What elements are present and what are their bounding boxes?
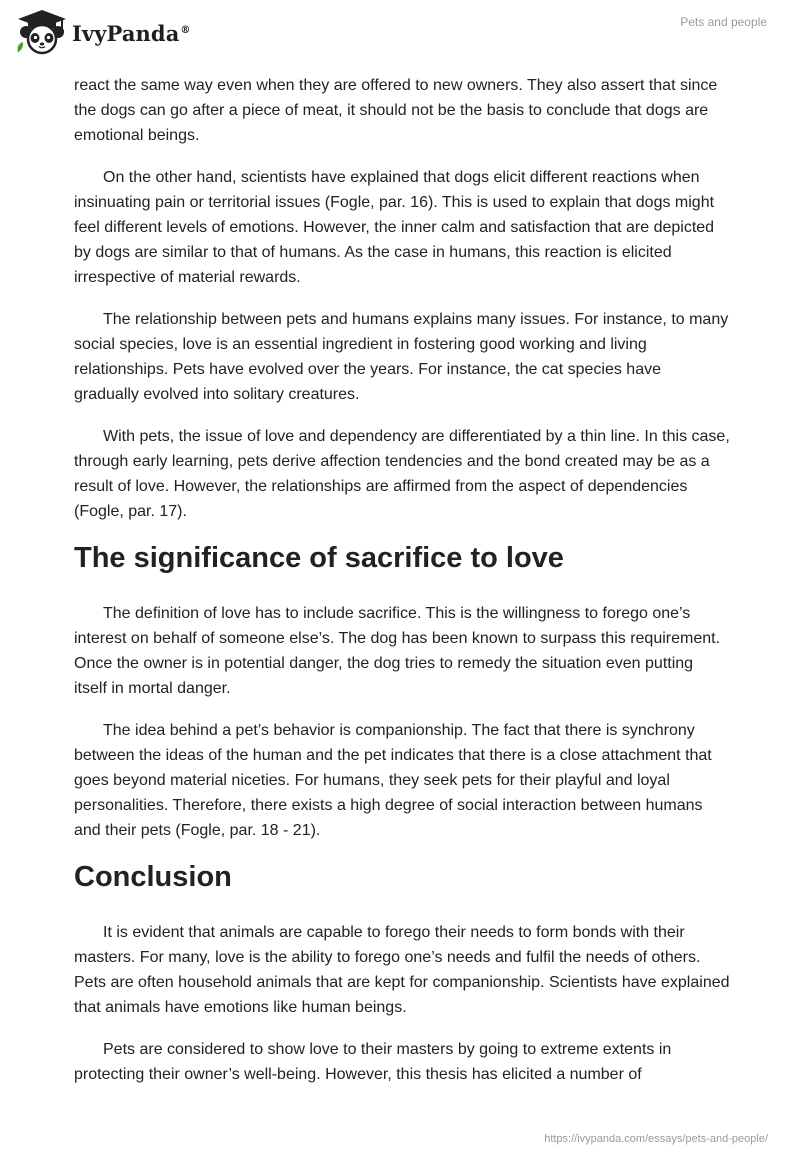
panda-graduation-cap-icon xyxy=(14,8,70,56)
registered-mark: ® xyxy=(180,24,191,36)
paragraph: With pets, the issue of love and dependency are differentiated by a thin line. In this case, through early learning, pets derive affection tendencies and the bond created may be as a result of love. However, the relationships are affirmed from the aspect of dependencies (Fogle, par. 17). xyxy=(74,428,730,520)
page-header xyxy=(0,0,800,70)
paragraph: On the other hand, scientists have explained that dogs elicit different reactions when insinuating pain or territorial issues (Fogle, par. 16). This is used to explain that dogs might feel different levels of emotions. However, the inner calm and satisfaction that are depicted by dogs are similar to that of humans. As the case in humans, this reaction is elicited irrespective of material rewards. xyxy=(74,169,715,286)
section-heading-sacrifice: The significance of sacrifice to love xyxy=(74,542,564,574)
source-url-link[interactable]: https://ivypanda.com/essays/pets-and-people/ xyxy=(544,1133,768,1145)
document-title: Pets and people xyxy=(680,15,767,29)
logo-name: IvyPanda xyxy=(72,20,180,46)
section-heading-conclusion: Conclusion xyxy=(74,861,232,893)
ivypanda-logo[interactable] xyxy=(14,8,191,56)
essay-content xyxy=(74,73,730,1104)
paragraph: The idea behind a pet’s behavior is companionship. The fact that there is synchrony between the ideas of the human and the pet indicates that there is a close attachment that goes beyond material niceties. For humans, they seek pets for their playful and loyal personalities. Therefore, there exists a high degree of social interaction between humans and their pets (Fogle, par. 18 - 21). xyxy=(74,722,712,839)
paragraph: It is evident that animals are capable to forego their needs to form bonds with their masters. For many, love is the ability to forego one’s needs and fulfil the needs of others. Pets are often household animals that are kept for companionship. Scientists have explained that animals have emotions like human beings. xyxy=(74,924,730,1016)
paragraph: react the same way even when they are offered to new owners. They also assert that since the dogs can go after a piece of meat, it should not be the basis to conclude that dogs are emotional beings. xyxy=(74,77,718,144)
logo-text xyxy=(72,21,191,46)
paragraph: The definition of love has to include sacrifice. This is the willingness to forego one’s interest on behalf of someone else’s. The dog has been known to surpass this requirement. Once the owner is in potential danger, the dog tries to remedy the situation even putting itself in mortal danger. xyxy=(74,605,721,697)
paragraph: Pets are considered to show love to their masters by going to extreme extents in protecting their owner’s well-being. However, this thesis has elicited a number of xyxy=(74,1041,672,1083)
paragraph: The relationship between pets and humans explains many issues. For instance, to many social species, love is an essential ingredient in fostering good working and living relationships. Pets have evolved over the years. For instance, the cat species have gradually evolved into solitary creatures. xyxy=(74,311,729,403)
